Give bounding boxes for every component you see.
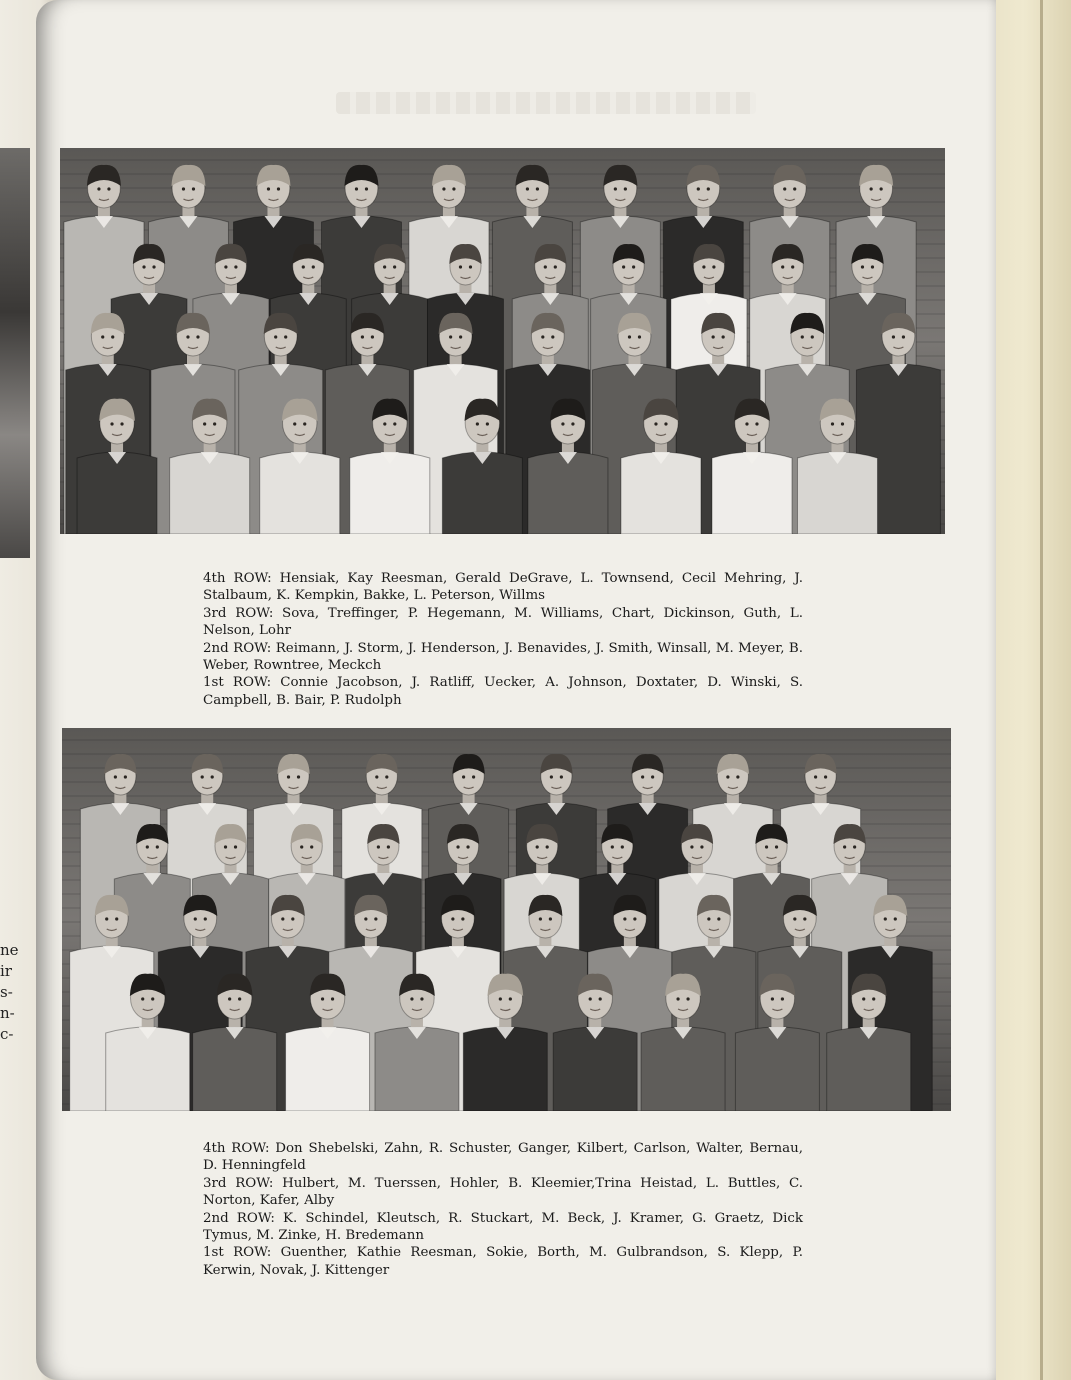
group-photo-image: [60, 148, 945, 534]
text-fragment: ne: [0, 941, 19, 959]
photo-caption-top: [203, 570, 803, 709]
text-fragment: n-: [0, 1004, 15, 1022]
caption-row-4th: 4th ROW: Don Shebelski, Zahn, R. Schuster, Ganger, Kilbert, Carlson, Walter, Bernau, D. Henningfeld: [203, 1141, 803, 1174]
show-through-heading: [336, 92, 756, 114]
photo-caption-bottom: [203, 1140, 803, 1279]
caption-row-2nd: 2nd ROW: Reimann, J. Storm, J. Henderson, J. Benavides, J. Smith, Winsall, M. Meyer, B. Weber, Rowntree, Meckch: [203, 640, 803, 674]
group-photo-image: [62, 728, 951, 1111]
caption-row-4th: 4th ROW: Hensiak, Kay Reesman, Gerald DeGrave, L. Townsend, Cecil Mehring, J. Stalbaum, K. Kempkin, Bakke, L. Peterson, Willms: [203, 571, 803, 604]
class-photo-top: [60, 148, 945, 534]
cover-crease: [1040, 0, 1043, 1380]
caption-row-2nd: 2nd ROW: K. Schindel, Kleutsch, R. Stuckart, M. Beck, J. Kramer, G. Graetz, Dick Tymus, M. Zinke, H. Bredemann: [203, 1210, 803, 1244]
text-fragment: s-: [0, 983, 13, 1001]
class-photo-bottom: [62, 728, 951, 1111]
previous-page-photo-fragment: [0, 148, 30, 558]
caption-row-3rd: 3rd ROW: Hulbert, M. Tuerssen, Hohler, B. Kleemier,Trina Heistad, L. Buttles, C. Norton, Kafer, Alby: [203, 1175, 803, 1209]
previous-page-text-fragments: [0, 940, 40, 1045]
text-fragment: ir: [0, 962, 12, 980]
caption-row-1st: 1st ROW: Connie Jacobson, J. Ratliff, Uecker, A. Johnson, Doxtater, D. Winski, S. Campbell, B. Bair, P. Rudolph: [203, 675, 803, 708]
caption-row-3rd: 3rd ROW: Sova, Treffinger, P. Hegemann, M. Williams, Chart, Dickinson, Guth, L. Nelson, Lohr: [203, 605, 803, 639]
caption-row-1st: 1st ROW: Guenther, Kathie Reesman, Sokie, Borth, M. Gulbrandson, S. Klepp, P. Kerwin, Novak, J. Kittenger: [203, 1245, 803, 1278]
text-fragment: c-: [0, 1025, 14, 1043]
book-cover-edge: [985, 0, 1071, 1380]
